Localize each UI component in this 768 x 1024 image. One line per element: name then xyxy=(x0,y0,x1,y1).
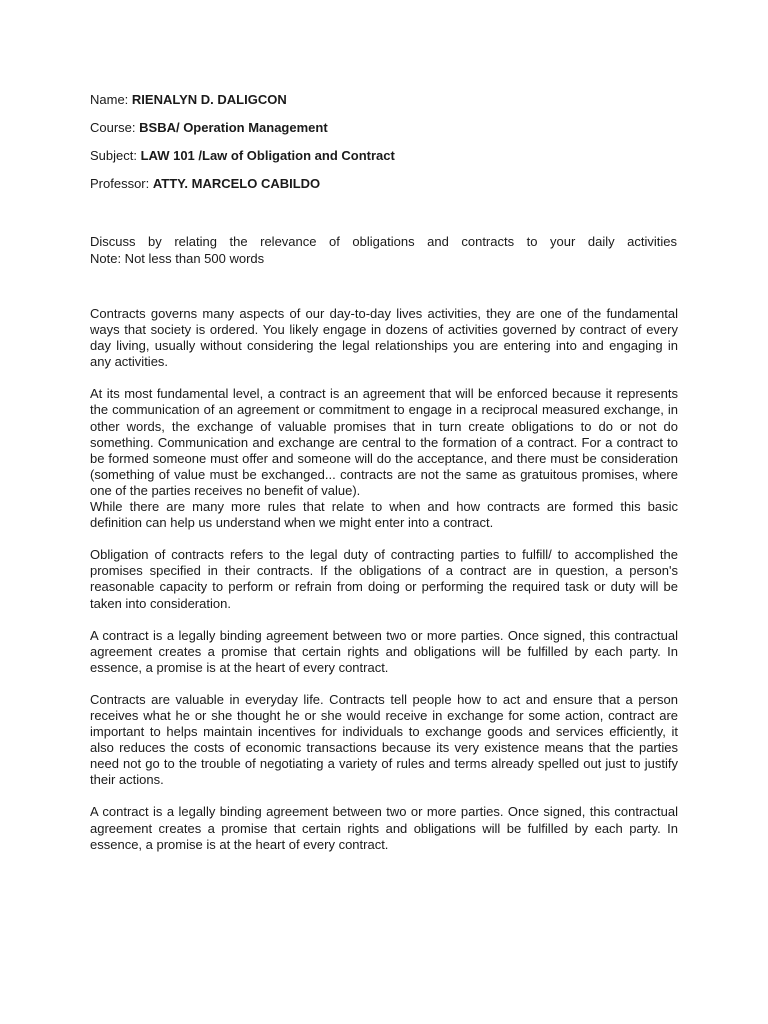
paragraph-1: Contracts governs many aspects of our day-to-day lives activities, they are one of the fundamental ways that society is ordered. You likely engage in dozens of activities governed by contract of every day living, usually without considering the legal relationships you are entering into and engaging in any activities. xyxy=(90,306,678,370)
paragraph-5: A contract is a legally binding agreement between two or more parties. Once signed, this contractual agreement creates a promise that certain rights and obligations will be fulfilled by each party. In essence, a promise is at the heart of every contract. xyxy=(90,627,678,675)
paragraph-3: While there are many more rules that relate to when and how contracts are formed this basic definition can help us understand when we might enter into a contract. xyxy=(90,499,678,531)
course-value: BSBA/ Operation Management xyxy=(139,120,328,135)
prompt-note: Note: Not less than 500 words xyxy=(90,250,265,266)
name-label: Name: xyxy=(90,92,132,107)
essay-body xyxy=(90,306,678,869)
assignment-prompt xyxy=(90,234,677,267)
name-field xyxy=(90,92,690,108)
course-field xyxy=(90,120,690,136)
prompt-question: Discuss by relating the relevance of obligations and contracts to your daily activities xyxy=(90,234,677,249)
subject-label: Subject: xyxy=(90,148,141,163)
student-info-header xyxy=(90,92,690,204)
subject-field xyxy=(90,148,690,164)
paragraph-4: Obligation of contracts refers to the legal duty of contracting parties to fulfill/ to accomplished the promises specified in their contracts. If the obligations of a contract are in question, a person's reasonable capacity to perform or refrain from doing or performing the required task or duty will be taken into consideration. xyxy=(90,547,678,611)
paragraph-6: Contracts are valuable in everyday life. Contracts tell people how to act and ensure that a person receives what he or she thought he or she would receive in exchange for some action, contract are important to helps maintain incentives for individuals to exchange goods and services efficiently, it also reduces the costs of economic transactions because its very existence means that the parties need not go to the trouble of negotiating a variety of rules and terms already spelled out just to justify their actions. xyxy=(90,691,678,788)
paragraph-2: At its most fundamental level, a contract is an agreement that will be enforced because it represents the communication of an agreement or commitment to engage in a reciprocal measured exchange, in other words, the exchange of valuable promises that in turn create obligations to do or not do something. Communication and exchange are central to the formation of a contract. For a contract to be formed someone must offer and someone will do the acceptance, and there must be consideration (something of value must be exchanged... contracts are not the same as gratuitous promises, where one of the parties receives no benefit of value). xyxy=(90,386,678,498)
name-value: RIENALYN D. DALIGCON xyxy=(131,92,287,107)
professor-field xyxy=(90,176,690,192)
subject-value: LAW 101 /Law of Obligation and Contract xyxy=(140,148,395,163)
paragraph-7: A contract is a legally binding agreement between two or more parties. Once signed, this contractual agreement creates a promise that certain rights and obligations will be fulfilled by each party. In essence, a promise is at the heart of every contract. xyxy=(90,804,678,852)
professor-value: ATTY. MARCELO CABILDO xyxy=(152,176,321,191)
professor-label: Professor: xyxy=(90,176,153,191)
course-label: Course: xyxy=(90,120,140,135)
